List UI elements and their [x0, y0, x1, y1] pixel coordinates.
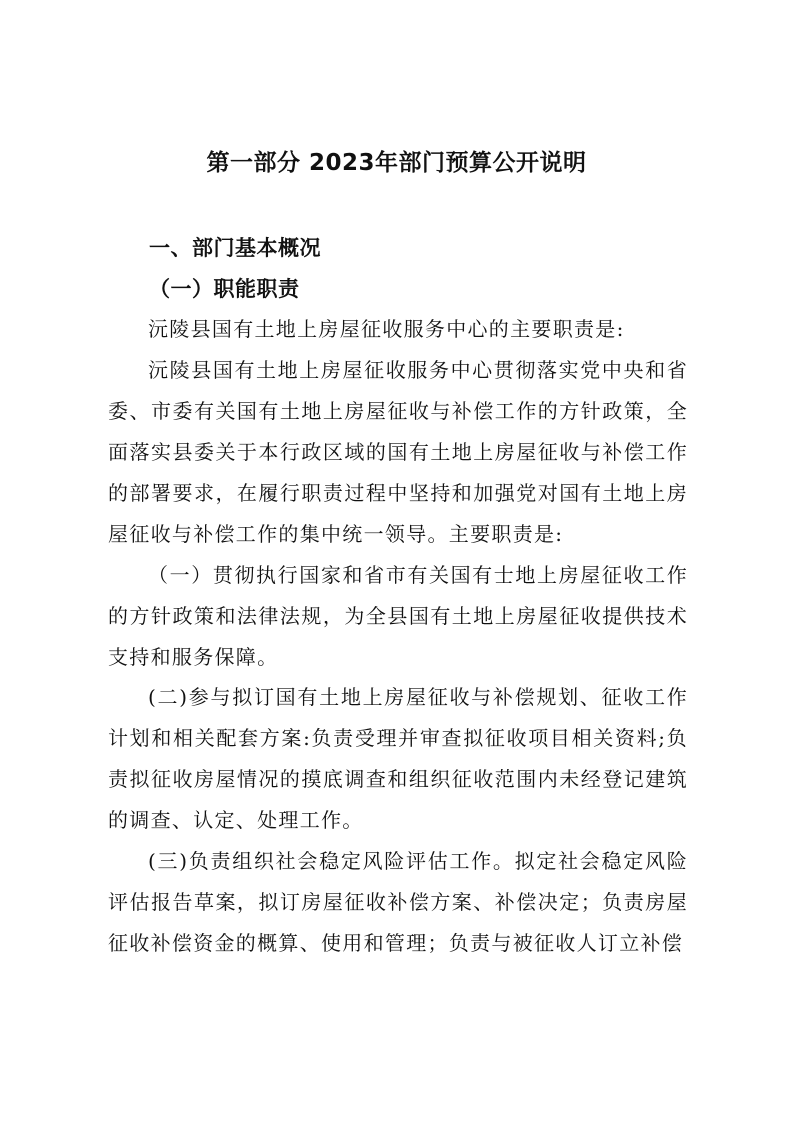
paragraph-item-2: (二)参与拟订国有土地上房屋征收与补偿规划、征收工作计划和相关配套方案:负责受理并审查拟征收项目相关资料;负责拟征收房屋情况的摸底调查和组织征收范围内未经登记建筑的调查、认定、处理工作。 [108, 685, 688, 832]
paragraph-intro: 沅陵县国有土地上房屋征收服务中心的主要职责是: [148, 317, 625, 341]
subsection-heading: （一）职能职责 [149, 277, 300, 301]
paragraph-item-3: (三)负责组织社会稳定风险评估工作。拟定社会稳定风险评估报告草案，拟订房屋征收补偿方案、补偿决定；负责房屋征收补偿资金的概算、使用和管理；负责与被征收人订立补偿 [108, 849, 688, 955]
document-title: 第一部分 2023年部门预算公开说明 [206, 150, 587, 176]
paragraph-main: 沅陵县国有土地上房屋征收服务中心贯彻落实党中央和省委、市委有关国有土地上房屋征收与补偿工作的方针政策，全面落实县委关于本行政区域的国有土地上房屋征收与补偿工作的部署要求，在履行职责过程中坚持和加强党对国有土地上房屋征收与补偿工作的集中统一领导。主要职责是: [108, 358, 688, 546]
paragraph-item-1: （一）贯彻执行国家和省市有关国有士地上房屋征收工作的方针政策和法律法规，为全县国有土地上房屋征收提供技术支持和服务保障。 [108, 563, 688, 669]
section-heading: 一、部门基本概况 [149, 236, 321, 260]
